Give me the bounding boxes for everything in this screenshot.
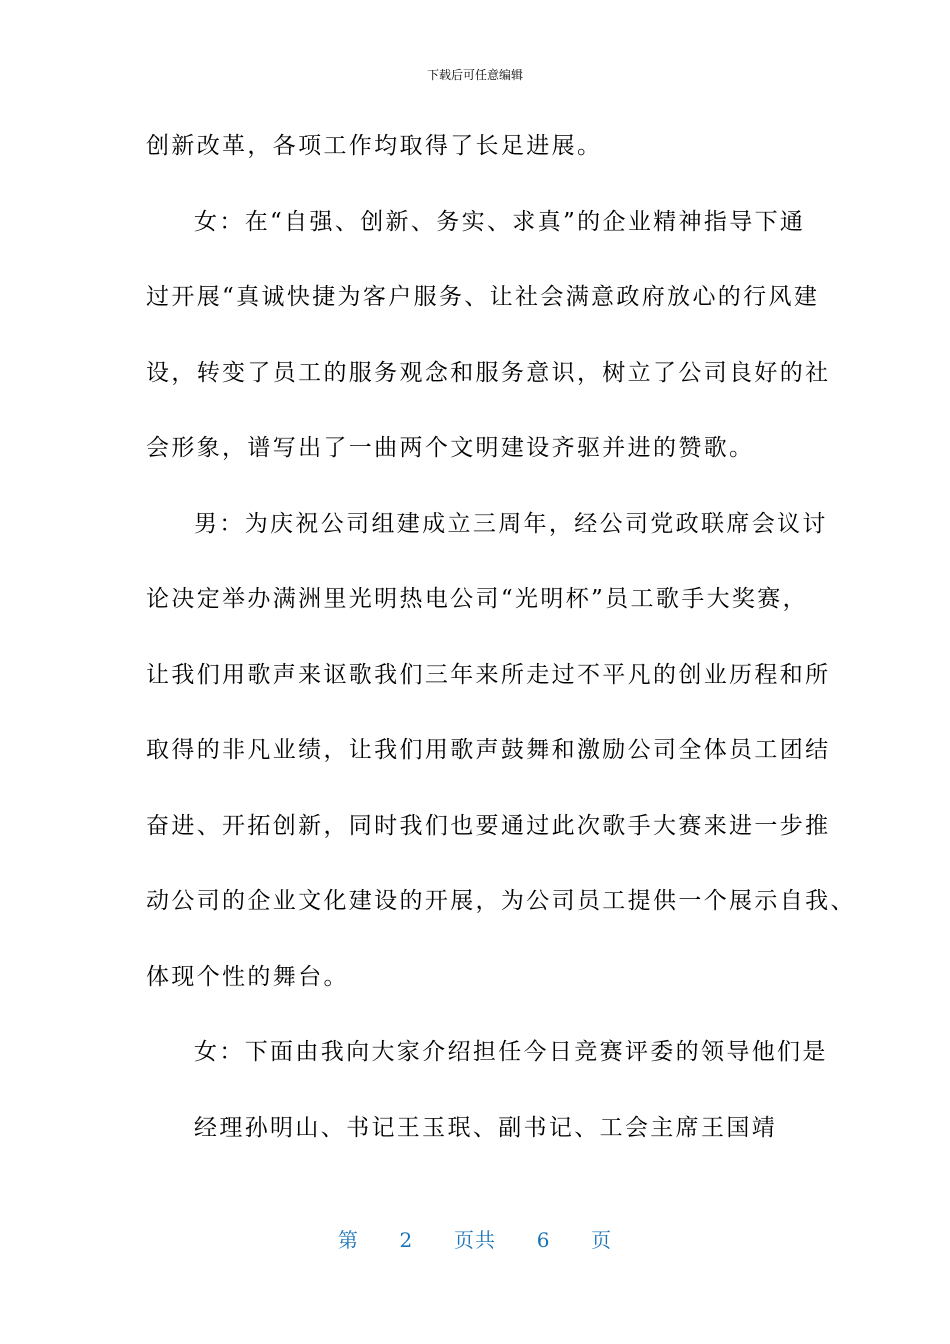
footer-middle: 页共 — [454, 1228, 496, 1252]
header-note: 下载后可任意编辑 — [426, 68, 523, 82]
page-number-footer — [0, 1224, 950, 1253]
paragraph-line: 经理孙明山、书记王玉珉、副书记、工会主席王国靖 — [194, 1114, 778, 1141]
paragraph-line: 体现个性的舞台。 — [146, 963, 349, 990]
paragraph-line: 奋进、开拓创新，同时我们也要通过此次歌手大赛来进一步推 — [146, 812, 831, 839]
paragraph-line: 女：在“自强、创新、务实、求真”的企业精神指导下通 — [194, 208, 806, 235]
paragraph-line: 设，转变了员工的服务观念和服务意识，树立了公司良好的社 — [146, 359, 831, 386]
paragraph-line: 论决定举办满洲里光明热电公司“光明杯”员工歌手大奖赛， — [146, 586, 808, 612]
total-page-number: 6 — [536, 1228, 551, 1252]
paragraph-line: 创新改革，各项工作均取得了长足进展。 — [146, 133, 603, 159]
paragraph-line: 会形象，谱写出了一曲两个文明建设齐驱并进的赞歌。 — [146, 435, 755, 461]
document-body — [146, 120, 856, 1177]
paragraph-line: 动公司的企业文化建设的开展，为公司员工提供一个展示自我、 — [146, 888, 856, 914]
footer-prefix: 第 — [337, 1228, 359, 1252]
paragraph-line: 取得的非凡业绩，让我们用歌声鼓舞和激励公司全体员工团结 — [146, 737, 831, 763]
paragraph-line: 女：下面由我向大家介绍担任今日竞赛评委的领导他们是 — [194, 1039, 828, 1065]
current-page-number: 2 — [399, 1228, 414, 1252]
footer-suffix: 页 — [591, 1228, 613, 1252]
paragraph-line: 男：为庆祝公司组建成立三周年，经公司党政联席会议讨 — [194, 510, 828, 537]
paragraph-line: 过开展“真诚快捷为客户服务、让社会满意政府放心的行风建 — [146, 284, 820, 310]
paragraph-line: 让我们用歌声来讴歌我们三年来所走过不平凡的创业历程和所 — [146, 661, 831, 688]
